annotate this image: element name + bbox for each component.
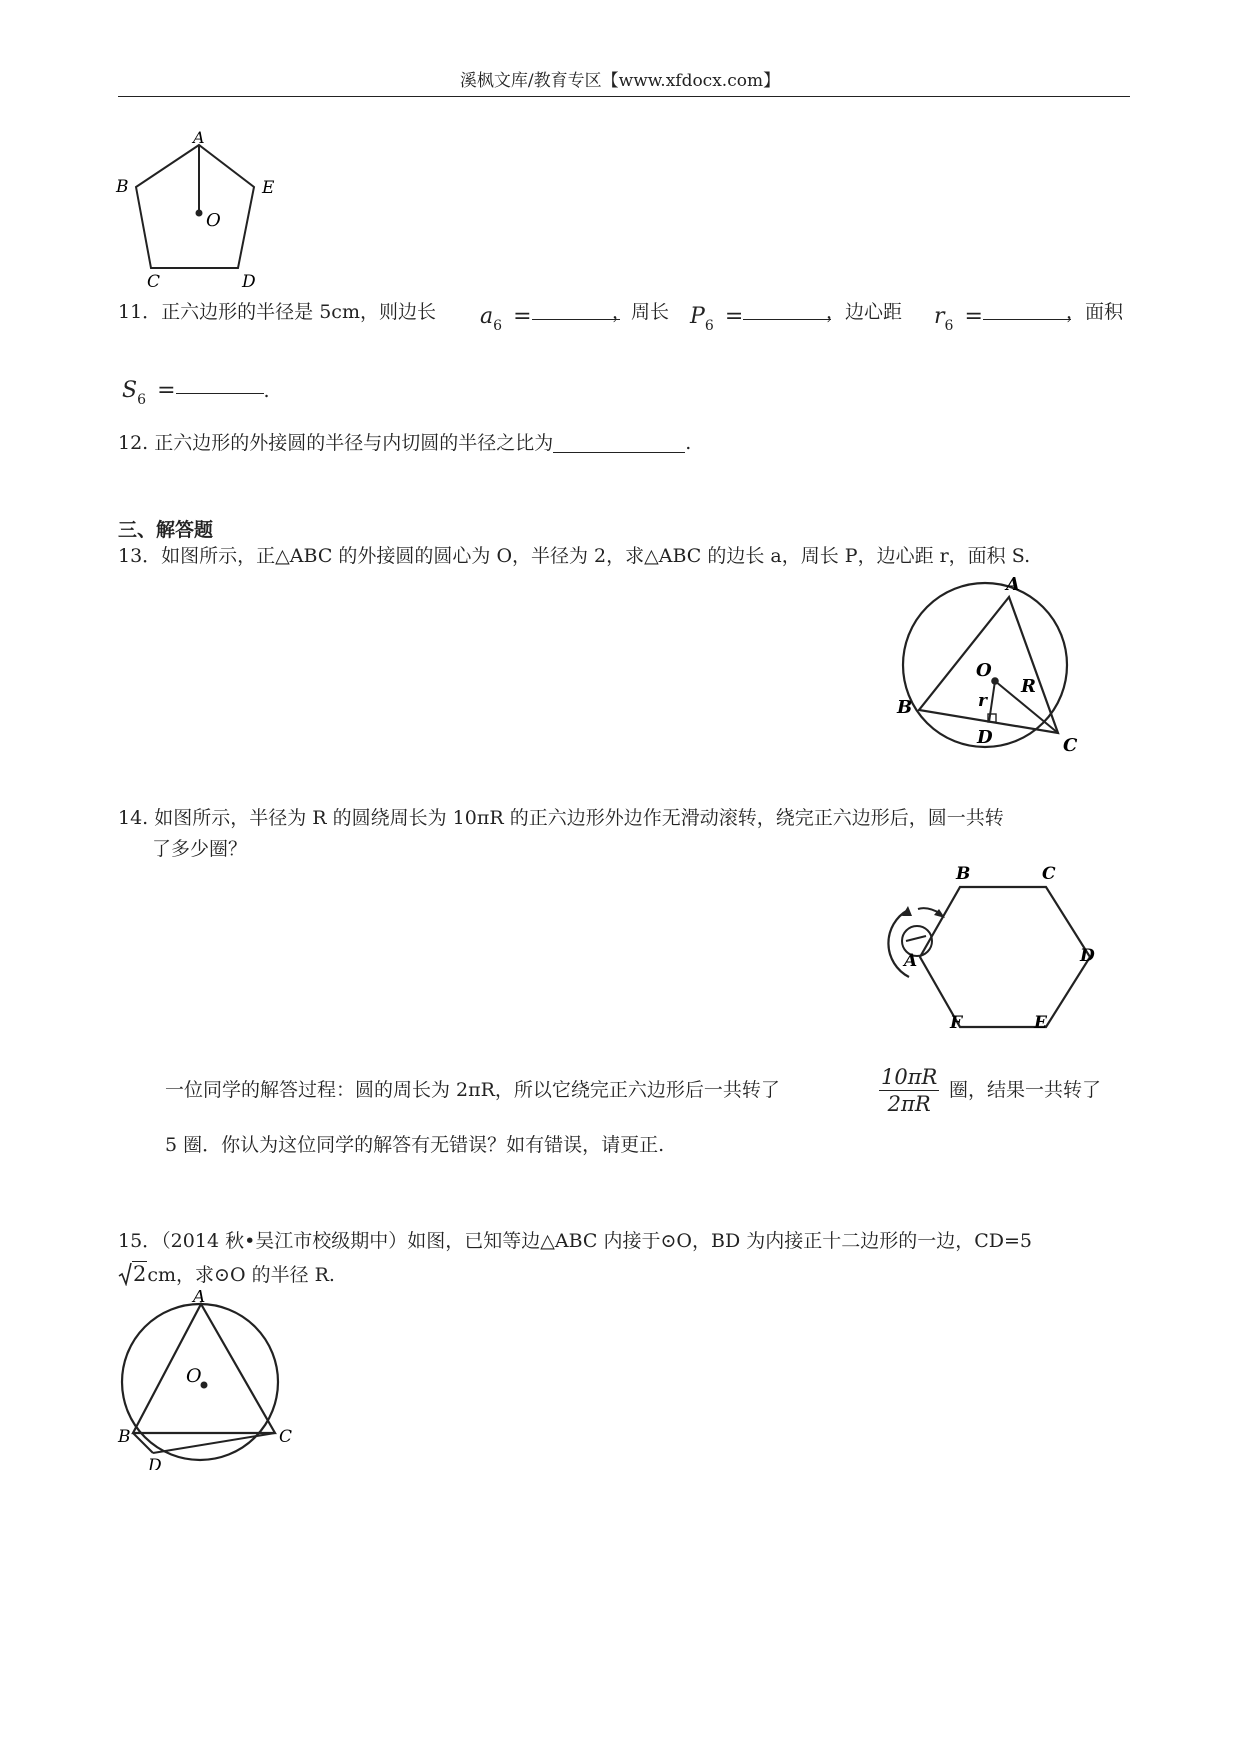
label-C: C [1063, 735, 1078, 756]
s-end: . [263, 380, 270, 402]
q12-end: . [685, 432, 692, 454]
p-blank [743, 318, 831, 320]
q11-part1: 11．正六边形的半径是 5cm，则边长 [118, 301, 436, 323]
q12-text: 12. 正六边形的外接圆的半径与内切圆的半径之比为 [118, 432, 554, 454]
q11-r6 [934, 304, 1071, 334]
q14-fraction [879, 1064, 939, 1118]
fraction-denominator: 2πR [887, 1092, 931, 1117]
label-O: O [206, 210, 221, 231]
label-A: A [904, 951, 918, 971]
hexagon-figure [868, 862, 1098, 1037]
s-eq: = [157, 378, 176, 403]
q15-line1: 15．（2014 秋•吴江市校级期中）如图，已知等边△ABC 内接于⊙O，BD 为内接正十二边形的一边，CD=5 [118, 1230, 1033, 1252]
q14-sol-line2: 5 圈．你认为这位同学的解答有无错误？如有错误，请更正. [165, 1134, 665, 1156]
r-blank [983, 318, 1071, 320]
p-eq: = [724, 304, 744, 329]
header-rule [118, 96, 1130, 97]
s-symbol: S [122, 378, 138, 403]
label-B: B [118, 1427, 131, 1447]
q11-line1 [118, 303, 436, 322]
q15-line2-text: cm，求⊙O 的半径 R. [147, 1264, 335, 1286]
q11-part3: ，边心距 [826, 301, 903, 323]
q12-line [118, 434, 691, 453]
q11-p6 [690, 304, 831, 334]
label-D: D [1080, 946, 1095, 966]
q11-part4: ，面积 [1066, 301, 1124, 323]
fraction [879, 1064, 939, 1118]
label-R: R [1021, 676, 1036, 697]
label-E: E [1034, 1013, 1047, 1033]
label-D: D [977, 727, 993, 748]
fraction-numerator: 10πR [879, 1064, 939, 1091]
label-O: O [976, 660, 992, 681]
sqrt-icon [118, 1262, 132, 1286]
q11-a6 [480, 304, 620, 334]
section-title: 三、解答题 [118, 519, 214, 541]
circle-triangle-figure [112, 1290, 302, 1470]
r-eq: = [964, 304, 983, 329]
triangle-circle-figure [885, 565, 1095, 765]
q12-blank [553, 451, 685, 453]
sqrt-radicand: 2 [133, 1262, 147, 1286]
q13-text: 13．如图所示，正△ABC 的外接圆的圆心为 O，半径为 2，求△ABC 的边长 a，周长 P，边心距 r，面积 S. [118, 545, 1031, 567]
label-C: C [1042, 864, 1056, 884]
q14-line2: 了多少圈？ [152, 838, 248, 860]
a-blank [532, 318, 620, 320]
r-symbol: r [934, 304, 945, 329]
page-header: 溪枫文库/教育专区【www.xfdocx.com】 [459, 71, 781, 91]
q14-sol-post: 圈，结果一共转了 [949, 1079, 1102, 1101]
label-r: r [978, 691, 987, 711]
label-B: B [116, 177, 129, 197]
label-O: O [186, 1365, 202, 1387]
a-sub: 6 [493, 318, 503, 334]
s-sub: 6 [137, 392, 146, 408]
label-B: B [956, 864, 971, 884]
r-sub: 6 [944, 318, 954, 334]
label-A: A [193, 1290, 206, 1307]
a-symbol: a [480, 304, 494, 329]
q14-line1: 14. 如图所示，半径为 R 的圆绕周长为 10πR 的正六边形外边作无滑动滚转，绕完正六边形后，圆一共转 [118, 807, 1004, 829]
label-D: D [242, 272, 256, 290]
label-B: B [897, 697, 913, 718]
label-C: C [279, 1427, 293, 1447]
q11-s6 [122, 378, 270, 408]
label-C: C [147, 272, 161, 290]
q11-part2: ，周长 [612, 301, 670, 323]
q14-sol-pre: 一位同学的解答过程：圆的周长为 2πR，所以它绕完正六边形后一共转了 [165, 1079, 780, 1101]
p-sub: 6 [704, 318, 714, 334]
label-E: E [262, 178, 275, 198]
a-eq: = [513, 304, 532, 329]
label-A: A [193, 128, 205, 147]
q15-line2 [118, 1262, 335, 1286]
label-F: F [950, 1013, 963, 1033]
p-symbol: P [690, 304, 705, 329]
s-blank [176, 392, 264, 394]
pentagon-figure [110, 125, 290, 290]
label-D: D [148, 1456, 162, 1470]
label-A: A [1006, 574, 1020, 595]
